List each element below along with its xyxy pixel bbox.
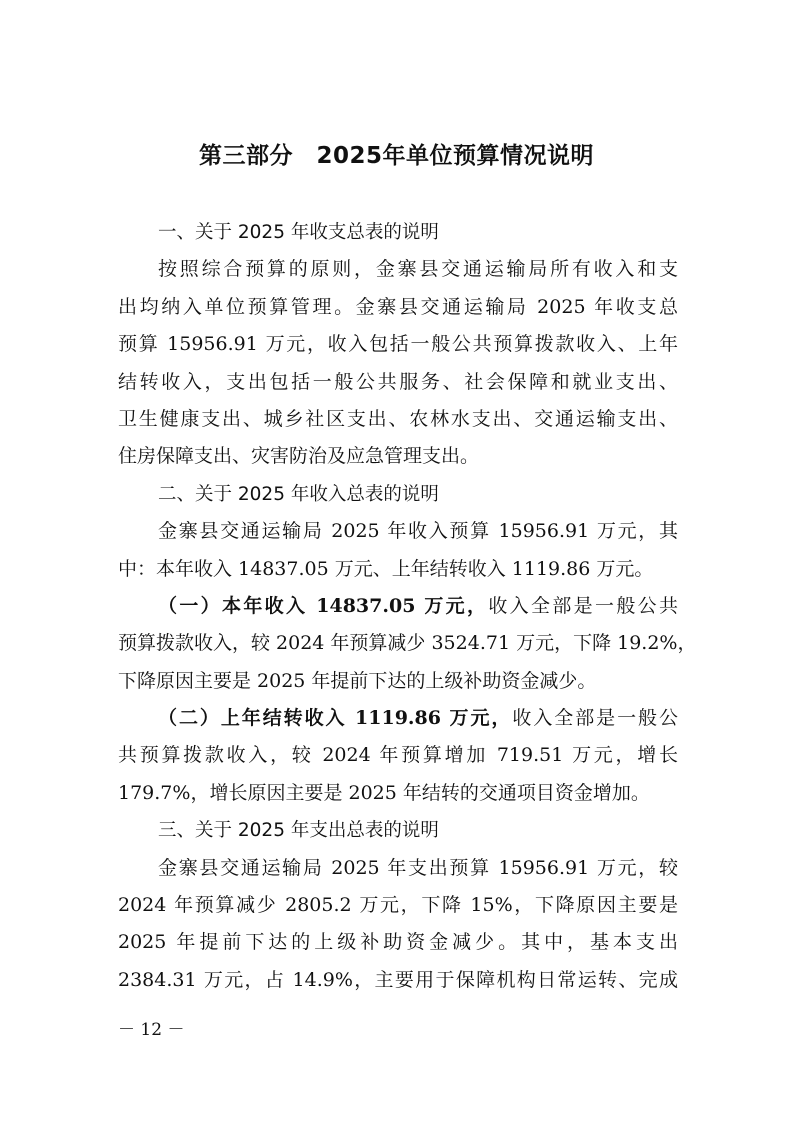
paragraph-line: 2384.31 万元，占 14.9%，主要用于保障机构日常运转、完成 (118, 968, 678, 991)
document-body (118, 214, 697, 999)
item-first-line-rest: 收入全部是一般公 (512, 707, 678, 730)
section-heading-2: 二、关于 2025 年收入总表的说明 (158, 483, 439, 505)
paragraph-line: 金寨县交通运输局 2025 年收入预算 15956.91 万元，其 (158, 520, 678, 543)
paragraph-line: 出均纳入单位预算管理。金寨县交通运输局 2025 年收支总 (118, 295, 678, 318)
item-bold-lead: （二）上年结转收入 1119.86 万元， (158, 707, 513, 730)
paragraph-line: 2025 年提前下达的上级补助资金减少。其中，基本支出 (118, 931, 678, 954)
paragraph-line: 按照综合预算的原则，金寨县交通运输局所有收入和支 (158, 258, 678, 281)
item-first-line (118, 588, 678, 625)
page-title: 第三部分 2025年单位预算情况说明 (198, 143, 594, 169)
item-first-line (118, 700, 678, 737)
page-number: － 12 － (118, 1020, 185, 1040)
paragraph-line: 2024 年预算减少 2805.2 万元，下降 15%，下降原因主要是 (118, 894, 678, 917)
paragraph-line: 179.7%，增长原因主要是 2025 年结转的交通项目资金增加。 (118, 781, 650, 804)
paragraph-line: 金寨县交通运输局 2025 年支出预算 15956.91 万元，较 (158, 856, 678, 879)
paragraph-line: 结转收入，支出包括一般公共服务、社会保障和就业支出、 (118, 370, 678, 393)
paragraph-line: 预算拨款收入，较 2024 年预算减少 3524.71 万元，下降 19.2%， (118, 632, 697, 655)
paragraph-line: 下降原因主要是 2025 年提前下达的上级补助资金减少。 (118, 669, 597, 692)
section-heading-3: 三、关于 2025 年支出总表的说明 (158, 820, 439, 842)
item-bold-lead: （一）本年收入 14837.05 万元， (158, 594, 489, 617)
paragraph-line: 住房保障支出、灾害防治及应急管理支出。 (118, 445, 480, 468)
item-first-line-rest: 收入全部是一般公共 (488, 594, 678, 617)
paragraph-line: 中：本年收入 14837.05 万元、上年结转收入 1119.86 万元。 (118, 557, 654, 580)
paragraph-line: 卫生健康支出、城乡社区支出、农林水支出、交通运输支出、 (118, 407, 678, 430)
section-heading-1: 一、关于 2025 年收支总表的说明 (158, 222, 439, 243)
paragraph-line: 预算 15956.91 万元，收入包括一般公共预算拨款收入、上年 (118, 333, 678, 356)
paragraph-line: 共预算拨款收入，较 2024 年预算增加 719.51 万元，增长 (118, 744, 678, 767)
